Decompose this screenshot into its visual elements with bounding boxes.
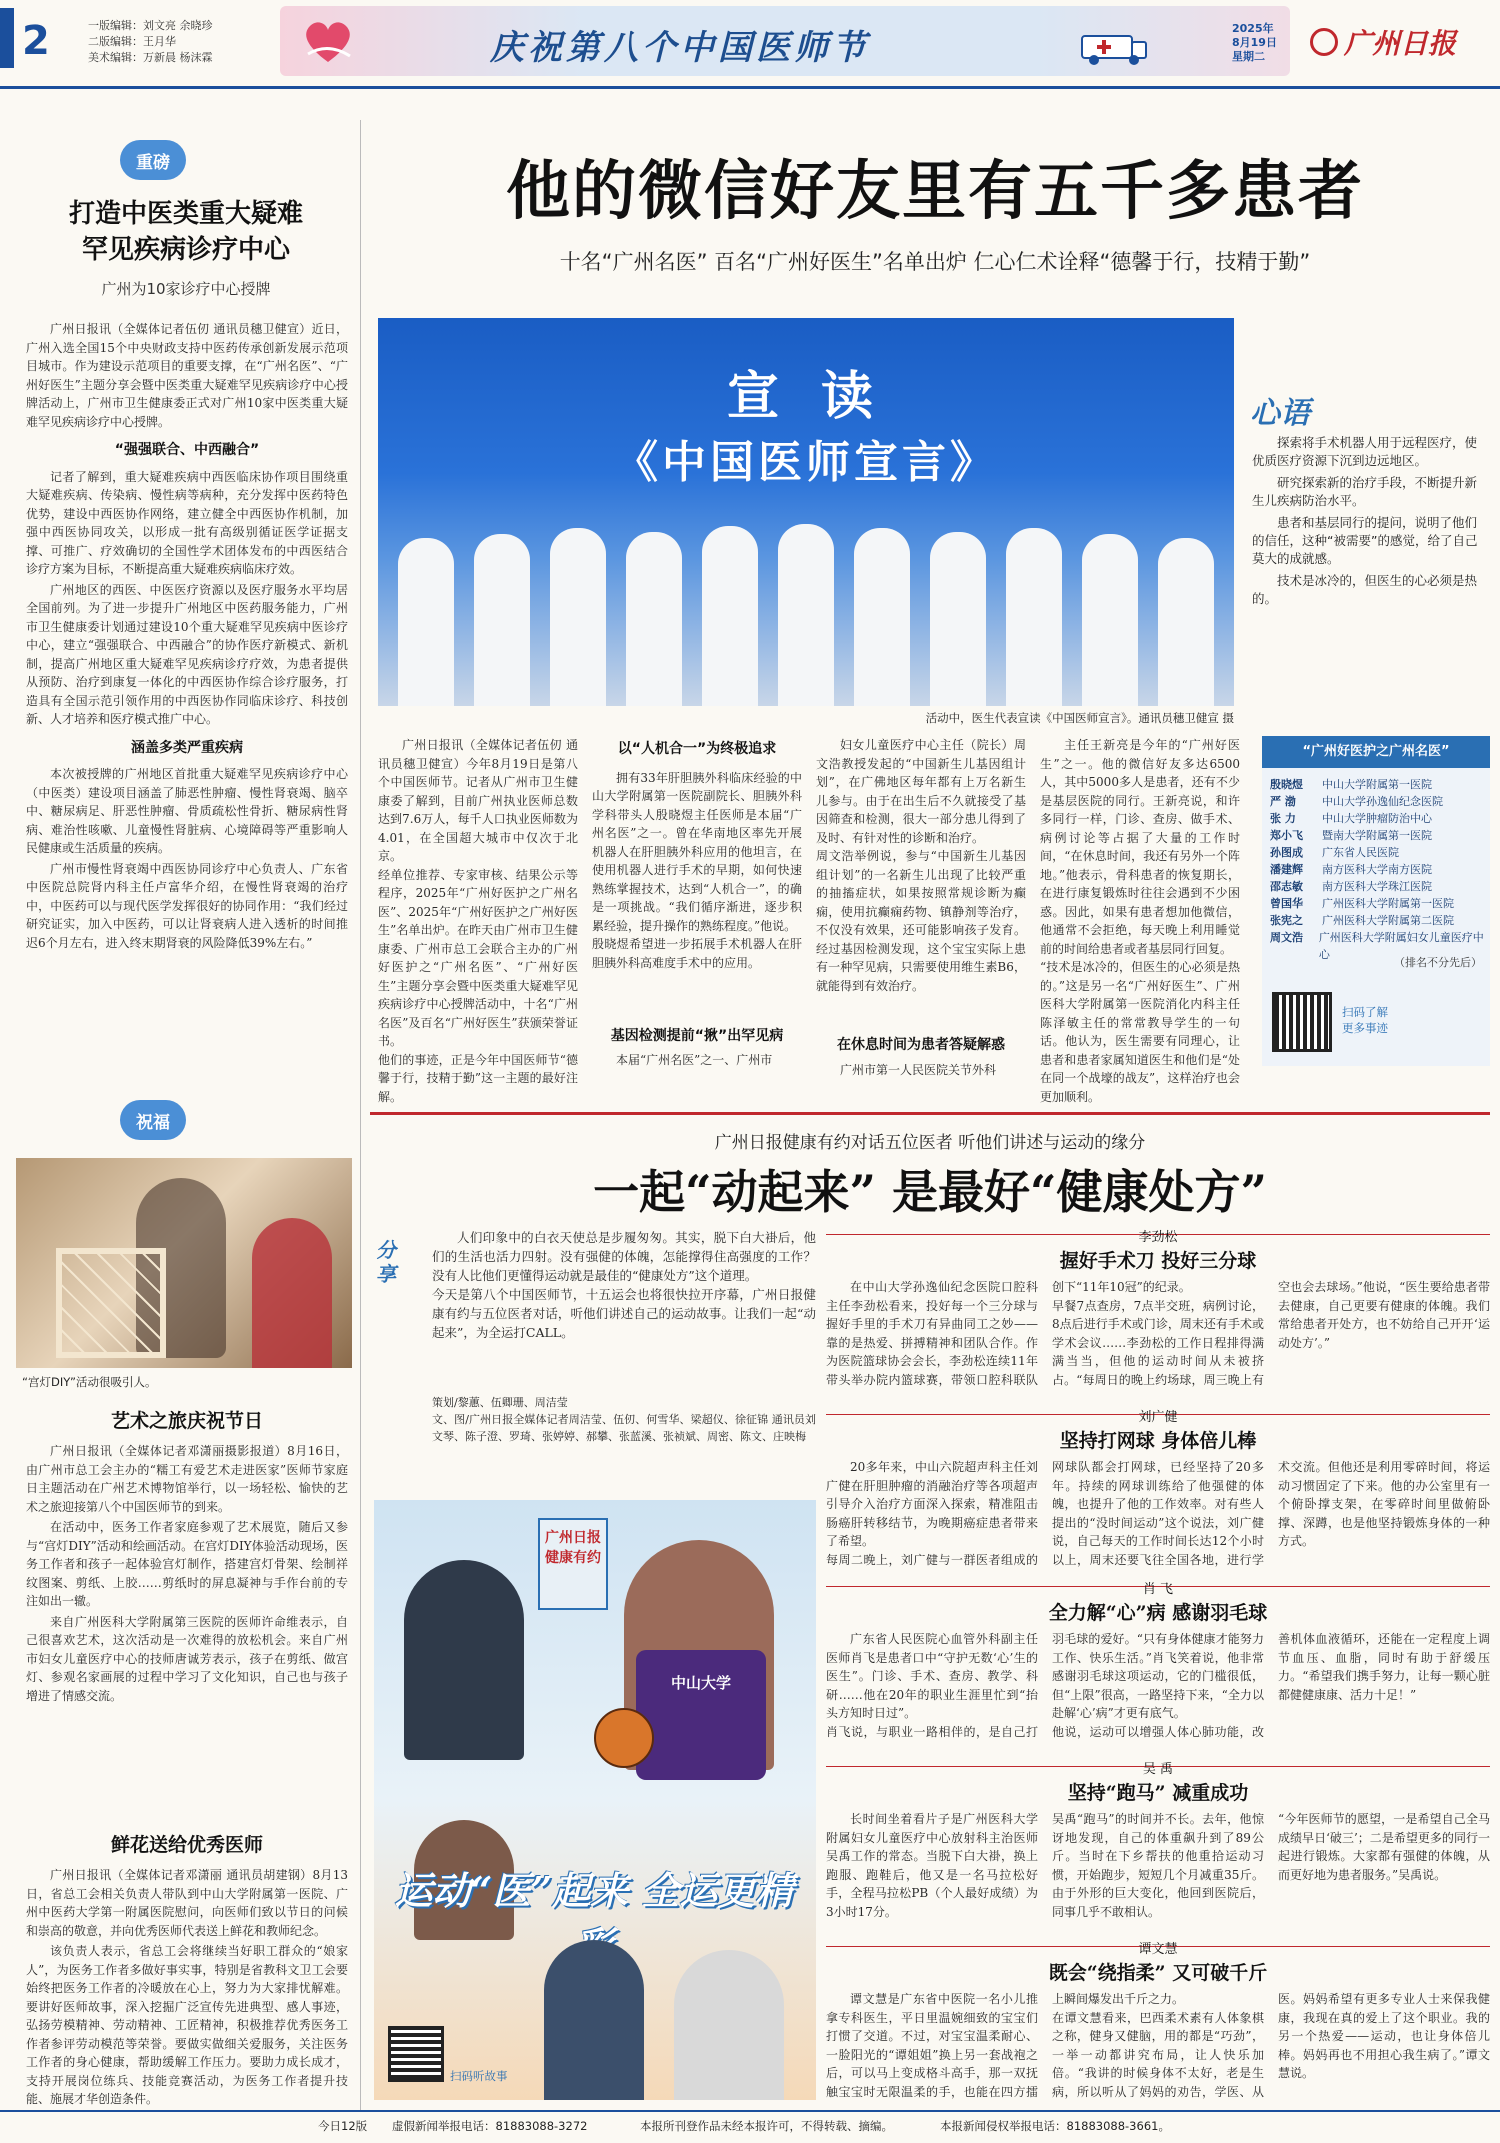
story3-para: 广州日报讯（全媒体记者邓潇丽 通讯员胡建钢）8月13日，省总工会相关负责人带队到中山大学附属第一医院、广州中医药大学第一附属医院慰问，向医师们致以节日的问候和崇高的敬意，并向优秀医师代表送上鲜花和教师纪念。 bbox=[26, 1868, 348, 1938]
sport-intro-text: 人们印象中的白衣天使总是步履匆匆。其实，脱下白大褂后，他们的生活也活力四射。没有强健的体魄，怎能撑得住高强度的工作？没有人比他们更懂得运动就是最佳的“健康处方”这个道理。 今天是第八个中国医师节，十五运会也将很快拉开序幕，广州日报健康有约与五位医者对话，听他们讲述自己的运动故事。让我们一起“动起来”，为全运打CALL。 bbox=[432, 1230, 816, 1340]
doctor-hospital: 广州医科大学附属第一医院 bbox=[1322, 897, 1454, 910]
main-col-2 bbox=[592, 736, 802, 1106]
story1-body bbox=[26, 320, 348, 1112]
poster-badge: 广州日报 健康有约 bbox=[545, 1530, 601, 1566]
basketball bbox=[594, 1708, 654, 1768]
story2-body bbox=[26, 1442, 348, 1822]
story3-para: 该负责人表示，省总工会将继续当好职工群众的“娘家人”，为医务工作者多做好事实事，特别是省教科文卫工会要始终把医务工作者的冷暖放在心上，努力为大家排忧解难。要讲好医师故事，深入挖掘广泛宣传先进典型、感人事迹，弘扬劳模精神、劳动精神、工匠精神，积极推荐优秀医务工作者参评劳动模范等荣誉。要做实做细关爱服务，关注医务工作者的身心健康，帮助缓解工作压力。要助力成长成才，支持开展岗位练兵、技能竞赛活动，为医务工作者提升技能、施展才华创造条件。 bbox=[26, 1944, 348, 2106]
page-number: 2 bbox=[22, 18, 50, 64]
story1-section-a: “强强联合、中西融合” bbox=[114, 442, 260, 458]
main-para: 妇女儿童医疗中心主任（院长）周文浩教授发起的“中国新生儿基因组计划”，在广佛地区每年都有上万名新生儿参与。由于在出生后不久就接受了基因筛查和检测，很大一部分患儿得到了及时、有针对性的诊断和治疗。 周文浩举例说，参与“中国新生儿基因组计划”的一名新生儿出现了比较严重的抽搐症状，如果按照常规诊断为癫痫，使用抗癫痫药物、镇静剂等治疗，不仅没有效果，还可能影响孩子发育。经过基因检测发现，这个宝宝实际上患有一种罕见病，只需要使用维生素B6，就能得到有效治疗。 bbox=[816, 738, 1026, 993]
doctor-figure bbox=[398, 538, 454, 706]
paper-logo bbox=[1310, 22, 1490, 62]
lantern-diy-photo bbox=[16, 1158, 352, 1368]
doctor-hospital: 南方医科大学珠江医院 bbox=[1322, 880, 1432, 893]
xinyu-quote: 技术是冰冷的，但医生的心必须是热的。 bbox=[1252, 573, 1478, 606]
jersey bbox=[636, 1650, 766, 1780]
doctor-name: 殷晓煜 bbox=[1270, 778, 1303, 791]
share-tag: 分享 bbox=[376, 1238, 396, 1286]
sport-intro bbox=[432, 1228, 816, 1388]
story-title: 坚持“跑马” 减重成功 bbox=[1067, 1782, 1249, 1804]
main-col-4 bbox=[1040, 736, 1240, 1106]
photo-caption: “宫灯DIY”活动很吸引人。 bbox=[22, 1375, 157, 1389]
column-separator bbox=[360, 120, 361, 2110]
sport-story bbox=[826, 1578, 1490, 1754]
qr-label: 扫码了解 更多事迹 bbox=[1342, 1005, 1388, 1035]
doctor-hospital: 广州医科大学附属妇女儿童医疗中心 bbox=[1318, 931, 1484, 961]
declaration-photo-caption: 活动中，医生代表宣读《中国医师宣言》。通讯员穗卫健宣 摄 bbox=[925, 711, 1234, 725]
doctor-row bbox=[1270, 776, 1484, 793]
logo-mark-icon bbox=[1310, 28, 1338, 56]
story2-para: 在活动中，医务工作者家庭参观了艺术展览，随后又参与“宫灯DIY”活动和绘画活动。在宫灯DIY体验活动现场，医务工作者和孩子一起体验宫灯制作，搭建宫灯骨架、绘制祥纹图案、剪纸、上胶……剪纸时的屏息凝神与手作台前的专注如出一辙。 bbox=[26, 1520, 348, 1608]
famous-doctors-box bbox=[1262, 736, 1490, 1066]
doctor-name: 郑小飞 bbox=[1270, 829, 1303, 842]
main-para: 广州日报讯（全媒体记者伍仞 通讯员穗卫健宣）今年8月19日是第八个中国医师节。记者从广州市卫生健康委了解到，目前广州执业医师总数达到7.6万人，每千人口执业医师数为4.01，在全国超大城市中仅次于北京。 经单位推荐、专家审核、结果公示等程序，2025年“广州好医护之广州名医”、2025年“广州好医护之广州好医生”名单出炉。在昨天由广州市卫生健康委、广州市总工会联合主办的广州好医护之“广州名医”、“广州好医生”主题分享会暨中医类重大疑难罕见疾病诊疗中心授牌活动中，十名“广州名医”及百名“广州好医生”获颁荣誉证书。 他们的事迹，正是今年中国医师节“德馨于行，技精于勤”这一主题的最好注解。 bbox=[378, 738, 578, 1104]
doctor-figure bbox=[702, 526, 758, 706]
tag-heavy bbox=[120, 140, 186, 184]
doctor-row bbox=[1270, 878, 1484, 895]
footer-hotline: 本报新闻侵权举报电话：81883088-3661。 bbox=[940, 2119, 1170, 2133]
doctor-figure bbox=[1158, 538, 1214, 706]
sport-headline: 一起“动起来” 是最好“健康处方” bbox=[593, 1165, 1267, 1219]
story2-para: 来自广州医科大学附属第三医院的医师许命维表示，自己很喜欢艺术，这次活动是一次难得的放松机会。来自广州市妇女儿童医疗中心的技师唐诚芳表示，孩子在剪纸、做宫灯、参观名家画展的过程中学习了文化知识，自己也与孩子增进了情感交流。 bbox=[26, 1614, 348, 1703]
banner-title: 庆祝第八个中国医师节 bbox=[490, 28, 870, 68]
story-paragraph: 广东省人民医院心血管外科副主任医师肖飞是患者口中“守护无数‘心’生的医生”。门诊、手术、查房、教学、科研……他在20年的职业生涯里忙到“抬头方知时日过”。 肖飞说，与职业一路相伴的，是自己打羽毛球的爱好。“只有身体健康才能努力工作、快乐生活。”肖飞笑着说，他非常感谢羽毛球这项运动，它的门槛很低，但“上限”很高，一路坚持下来，“全力以赴解‘心’病”才更有底气。 他说，运动可以增强人体心肺功能，改善机体血液循环，还能在一定程度上调节血压、血脂，同时有助于舒缓压力。“希望我们携手努力，让每一颗心脏都健健康康、活力十足！” bbox=[826, 1632, 1490, 1739]
doctor-hospital: 南方医科大学南方医院 bbox=[1322, 863, 1432, 876]
sport-story bbox=[826, 1406, 1490, 1574]
doctor-name: 潘建辉 bbox=[1270, 863, 1303, 876]
sport-credits bbox=[432, 1394, 816, 1494]
date-day: 8月19日 bbox=[1232, 36, 1277, 49]
editor-credits bbox=[88, 18, 213, 66]
xinyu-quote: 探索将手术机器人用于远程医疗，使优质医疗资源下沉到边远地区。 bbox=[1252, 435, 1478, 468]
masthead-rule bbox=[0, 86, 1500, 89]
doctor-name: 张 力 bbox=[1270, 812, 1296, 825]
list-title: “广州好医护之广州名医” bbox=[1262, 736, 1490, 768]
main-para: 本届“广州名医”之一、广州市 bbox=[616, 1053, 773, 1067]
poster-qr[interactable] bbox=[388, 2026, 444, 2082]
editor-line: 二版编辑：王月华 bbox=[88, 35, 176, 48]
story-paragraph: 在中山大学孙逸仙纪念医院口腔科主任李劲松看来，投好每一个三分球与握好手里的手术刀有异曲同工之妙——靠的是热爱、拼搏精神和团队合作。作为医院篮球协会会长，李劲松连续11年带头举办院内篮球赛，带领口腔科联队创下“11年10冠”的纪录。 早餐7点查房，7点半交班，病例讨论，8点后进行手术或门诊，周末还有手术或学术会议……李劲松的工作日程排得满满当当，但他的运动时间从未被挤占。“每周日的晚上约场球，周三晚上有空也会去球场。”他说，“医生要给患者带去健康，自己更要有健康的体魄。我们常给患者开处方，也不妨给自己开开‘运动处方’。” bbox=[826, 1280, 1490, 1387]
main-para: 主任王新亮是今年的“广州好医生”之一。他的微信好友多达6500人，其中5000多人是患者，还有不少是基层医院的同行。王新亮说，和许多同行一样，门诊、查房、做手术、病例讨论等占据了大量的工作时间，“在休息时间，我还有另外一个阵地。”他表示，骨科患者的恢复期长，在进行康复锻炼时往往会遇到不少困惑。因此，如果有患者想加他微信，他通常不会拒绝，每天晚上利用睡觉前的时间给患者或者基层同行回复。 “技术是冰冷的，但医生的心必须是热的。”这是另一名“广州好医生”、广州医科大学附属第一医院消化内科主任陈泽敏主任的常常教导学生的一句话。他认为，医生需要有同理心，让患者和患者家属知道医生和他们是“处在同一个战壕的战友”，这样治疗也会更加顺利。 bbox=[1040, 738, 1240, 1104]
story-text bbox=[826, 1630, 1490, 1752]
list-note: （排名不分先后） bbox=[1394, 956, 1482, 969]
doctor-figure bbox=[1006, 528, 1062, 706]
main-col-3 bbox=[816, 736, 1026, 1106]
story-title: 坚持打网球 身体倍儿棒 bbox=[1059, 1430, 1257, 1452]
story1-para: 记者了解到，重大疑难疾病中西医临床协作项目围绕重大疑难疾病、传染病、慢性病等病种，充分发挥中医药特色优势，建设中西医协作网络，建立健全中西医协作机制，加强中西医协同攻关，以形成一批有高级别循证医学证据支撑、可推广、疗效确切的全国性学术团体发布的中西医结合诊疗方案为目标，不断提高重大疑难疾病临床疗效。 bbox=[26, 469, 348, 576]
screen-text-2: 《中国医师宣言》 bbox=[614, 437, 998, 488]
story-text bbox=[826, 1990, 1490, 2104]
sport-poster bbox=[374, 1500, 816, 2100]
ambulance-icon bbox=[1080, 30, 1150, 66]
masthead bbox=[0, 0, 1500, 84]
doctor-name: 邵志敏 bbox=[1270, 880, 1303, 893]
main-section: 基因检测提前“揪”出罕见病 bbox=[610, 1027, 784, 1044]
story1-subhead: 广州为10家诊疗中心授牌 bbox=[101, 280, 271, 298]
doctor-list bbox=[1270, 776, 1484, 963]
weekday: 星期二 bbox=[1232, 50, 1265, 63]
footer-hotline: 虚假新闻举报电话：81883088-3272 bbox=[392, 2119, 588, 2133]
story1-para: 广州地区的西医、中医医疗资源以及医疗服务水平均居全国前列。为了进一步提升广州地区中医药服务能力，广州市卫生健康委计划通过建设10个重大疑难罕见疾病中医诊疗中心，建立“强强联合、中西融合”的协作医疗新模式、新机制，提高广州地区重大疑难罕见疾病诊疗疗效，为患者提供从预防、治疗到康复一体化的中西医协作综合诊疗服务，打造具有全国示范引领作用的中西医协作同临床诊疗、科技创新、人才培养和医疗模式推广中心。 bbox=[26, 582, 348, 726]
doctor-name: 严 渤 bbox=[1270, 795, 1296, 808]
story1-para: 广州市慢性肾衰竭中西医协同诊疗中心负责人、广东省中医院总院肾内科主任卢富华介绍，在慢性肾衰竭的治疗中，中医药可以与现代医学发挥很好的协同作用：“我们经过研究证实，加入中医药，可以让肾衰病人进入透析的时间推迟6个月左右，进入终末期肾衰的风险降低39%左右。” bbox=[26, 861, 348, 950]
doctor-hospital: 暨南大学附属第一医院 bbox=[1322, 829, 1432, 842]
story-title: 握好手术刀 投好三分球 bbox=[1059, 1250, 1257, 1272]
declaration-photo bbox=[378, 318, 1234, 706]
doctors-row bbox=[378, 498, 1234, 706]
lantern-frame bbox=[56, 1248, 166, 1358]
sport-story bbox=[826, 1226, 1490, 1402]
xinyu-quote: 研究探索新的治疗手段，不断提升新生儿疾病防治水平。 bbox=[1252, 475, 1478, 508]
footer bbox=[0, 2116, 1500, 2140]
jersey-text: 中山大学 bbox=[670, 1674, 731, 1692]
story-paragraph: 长时间坐着看片子是广州医科大学附属妇女儿童医疗中心放射科主治医师吴禹工作的常态。当脱下白大褂，换上跑服、跑鞋后，他又是一名马拉松好手，全程马拉松PB（个人最好成绩）为3小时17分。 吴禹“跑马”的时间并不长。去年，他惊讶地发现，自己的体重飙升到了89公斤。当时在下乡帮扶的他重拾运动习惯，开始跑步，短短几个月减重35斤。由于外形的巨大变化，他回到医院后，同事几乎不敢相认。 “今年医师节的愿望，一是希望自己全马成绩早日‘破三’；二是希望更多的同行一起进行锻炼。大家都有强健的体魄，从而更好地为患者服务。”吴禹说。 bbox=[826, 1812, 1490, 1919]
main-para: 广州市第一人民医院关节外科 bbox=[840, 1062, 997, 1077]
doctor-figure bbox=[474, 534, 530, 706]
poster-qr-label: 扫码听故事 bbox=[450, 2069, 508, 2083]
sport-story bbox=[826, 1758, 1490, 1934]
main-section: 以“人机合一”为终极追求 bbox=[617, 741, 777, 757]
main-col-1 bbox=[378, 736, 578, 1104]
doctor-row bbox=[1270, 861, 1484, 878]
main-section: 在休息时间为患者答疑解惑 bbox=[837, 1037, 1005, 1053]
doctor-hospital: 中山大学孙逸仙纪念医院 bbox=[1322, 795, 1443, 808]
sport-kicker: 广州日报健康有约对话五位医者 听他们讲述与运动的缘分 bbox=[714, 1133, 1146, 1153]
page-corner-bar bbox=[0, 8, 14, 68]
doctor-row bbox=[1270, 844, 1484, 861]
xinyu-quote: 患者和基层同行的提问，说明了他们的信任，这种“被需要”的感觉，给了自己莫大的成就感。 bbox=[1252, 515, 1478, 566]
doctor-figure bbox=[550, 528, 606, 706]
sport-stories bbox=[826, 1226, 1490, 2106]
doctor-name: 刘广健 bbox=[1138, 1410, 1178, 1425]
doctor-portrait-4 bbox=[544, 1940, 644, 2100]
story2-para: 广州日报讯（全媒体记者邓潇丽摄影报道）8月16日，由广州市总工会主办的“糯工有爱艺术走进医家”医师节家庭日主题活动在广州艺术博物馆举行，以一场轻松、愉快的艺术之旅迎接第八个中国医师节的到来。 bbox=[26, 1444, 348, 1514]
story-text bbox=[826, 1278, 1490, 1398]
doctor-row bbox=[1270, 827, 1484, 844]
doctor-hospital: 中山大学附属第一医院 bbox=[1322, 778, 1432, 791]
doctor-hospital: 广东省人民医院 bbox=[1322, 846, 1399, 859]
paper-name: 广州日报 bbox=[1344, 27, 1457, 60]
poster-slogan: 运动“医”起来 全运更精 bbox=[394, 1868, 794, 1913]
sport-credits-text: 策划/黎蕙、伍卿珊、周洁莹 文、图/广州日报全媒体记者周洁莹、伍仞、何雪华、梁超仪、徐征锦 通讯员刘文琴、陈子澄、罗琦、张婷婷、郝攀、张蓝溪、张祯斌、周密、陈文、庄映梅 bbox=[432, 1396, 816, 1443]
story1-para: 本次被授牌的广州地区首批重大疑难罕见疾病诊疗中心（中医类）建设项目涵盖了肺恶性肿瘤、慢性肾衰竭、脑卒中、糖尿病足、肝恶性肿瘤、骨质疏松性骨折、糖尿病性肾病、难治性咳嗽、儿童慢性肾脏病、心境障碍等严重影响人民健康或生活质量的疾病。 bbox=[26, 767, 348, 855]
tag-blessing bbox=[120, 1100, 186, 1140]
qr-code[interactable] bbox=[1272, 992, 1332, 1052]
sport-story bbox=[826, 1938, 1490, 2106]
story-paragraph: 20多年来，中山六院超声科主任刘广健在肝胆肿瘤的消融治疗等各项超声引导介入治疗方面深入探索，精准阻击肠癌肝转移结节，为晚期癌症患者带来了希望。 每周二晚上，刘广健与一群医者组成的网球队都会打网球，已经坚持了20多年。持续的网球训练给了他强健的体魄，也提升了他的工作效率。对有些人提出的“没时间运动”这个说法，刘广健说，自己每天的工作时间长达12个小时以上，周末还要飞往全国各地，进行学术交流。但他还是利用零碎时间，将运动习惯固定了下来。他的办公室里有一个俯卧撑支架，在零碎时间里做俯卧撑、深蹲，也是他坚持锻炼身体的一种方式。 bbox=[826, 1460, 1490, 1567]
doctor-name: 谭文慧 bbox=[1138, 1942, 1178, 1957]
doctor-name: 张宪之 bbox=[1270, 914, 1303, 927]
story-text bbox=[826, 1810, 1490, 1932]
story2-headline: 艺术之旅庆祝节日 bbox=[110, 1410, 263, 1432]
doctor-figure bbox=[778, 524, 834, 706]
editor-line: 一版编辑：刘文亮 余晓珍 bbox=[88, 19, 213, 32]
person-red-shirt bbox=[252, 1218, 332, 1368]
xinyu-quotes bbox=[1252, 434, 1488, 608]
doctor-figure bbox=[626, 532, 682, 706]
heart-ribbon-graphic bbox=[300, 16, 356, 66]
story3-headline: 鲜花送给优秀医师 bbox=[110, 1834, 263, 1856]
doctor-row bbox=[1270, 912, 1484, 929]
doctor-hospital: 中山大学肿瘤防治中心 bbox=[1322, 812, 1432, 825]
doctor-name: 曾国华 bbox=[1270, 897, 1303, 910]
story-text bbox=[826, 1458, 1490, 1572]
story-title: 全力解“心”病 感谢羽毛球 bbox=[1048, 1602, 1268, 1624]
main-deck: 十名“广州名医” 百名“广州好医生”名单出炉 仁心仁术诠释“德馨于行，技精于勤” bbox=[559, 250, 1311, 274]
doctor-hospital: 广州医科大学附属第二医院 bbox=[1322, 914, 1454, 927]
doctor-row bbox=[1270, 895, 1484, 912]
doctor-portrait-1 bbox=[404, 1560, 524, 1760]
main-para: 拥有33年肝胆胰外科临床经验的中山大学附属第一医院副院长、胆胰外科学科带头人殷晓煜主任医师是本届“广州名医”之一。曾在华南地区率先开展机器人在肝胆胰外科应用的他坦言，在使用机器人进行手术的早期，如何快速熟练掌握技术，达到“人机合一”，的确是一项挑战。“我们循序渐进，逐步积累经验，提升操作的熟练程度。”他说。 殷晓煜希望进一步拓展手术机器人在肝胆胰外科高难度手术中的应用。 bbox=[592, 770, 802, 970]
story-paragraph: 谭文慧是广东省中医院一名小儿推拿专科医生，平日里温婉细致的宝宝们打惯了交道。不过，对宝宝温柔耐心、一脸阳光的“谭姐姐”换上另一套战袍之后，可以马上变成格斗高手，那一双抚触宝宝时无限温柔的手，也能在四方擂上瞬间爆发出千斤之力。 在谭文慧看来，巴西柔术素有人体象棋之称，健身又健脑，用的都是“巧劲”，一举一动都讲究布局，让人快乐加倍。“我讲的时候身体不太好，老是生病，所以听从了妈妈的劝告，学医、从医。妈妈希望有更多专业人士来保我健康，我现在真的爱上了这个职业。我的另一个热爱——运动，也让身体倍儿棒。妈妈再也不用担心我生病了。”谭文慧说。 bbox=[826, 1992, 1490, 2099]
doctor-name: 周文浩 bbox=[1270, 931, 1303, 944]
section-rule bbox=[370, 1112, 1490, 1115]
footer-pages: 今日12版 bbox=[318, 2119, 368, 2133]
story1-lead: 广州日报讯（全媒体记者伍仞 通讯员穗卫健宣）近日，广州入选全国15个中央财政支持中医药传承创新发展示范项目城市。作为建设示范项目的重要支撑，在“广州名医”、“广州好医生”主题分享会暨中医类重大疑难罕见疾病诊疗中心授牌活动上，广州市卫生健康委正式对广州10家中医类重大疑难罕见疾病诊疗中心授牌。 bbox=[26, 322, 348, 429]
main-headline: 他的微信好友里有五千多患者 bbox=[506, 154, 1364, 229]
doctor-name: 肖 飞 bbox=[1142, 1582, 1174, 1597]
doctor-figure bbox=[854, 528, 910, 706]
doctor-name: 孙图成 bbox=[1270, 846, 1303, 859]
doctor-row bbox=[1270, 810, 1484, 827]
editor-line: 美术编辑：万新晨 杨沫霖 bbox=[88, 51, 213, 64]
doctor-row bbox=[1270, 793, 1484, 810]
xinyu-box bbox=[1242, 388, 1490, 706]
screen-text-1: 宣 读 bbox=[726, 366, 886, 427]
tag-label: 祝福 bbox=[136, 1113, 170, 1133]
story-title: 既会“绕指柔” 又可破千斤 bbox=[1048, 1962, 1268, 1984]
doctor-portrait-5 bbox=[674, 1950, 784, 2100]
footer-copyright: 本报所刊登作品未经本报许可，不得转载、摘编。 bbox=[640, 2119, 893, 2133]
doctor-name: 吴 禹 bbox=[1142, 1762, 1174, 1777]
footer-rule bbox=[0, 2110, 1500, 2112]
xinyu-title: 心语 bbox=[1250, 396, 1310, 431]
doctor-figure bbox=[1082, 534, 1138, 706]
date-year: 2025年 bbox=[1232, 22, 1274, 35]
tag-label: 重磅 bbox=[136, 153, 170, 173]
doctor-name: 李劲松 bbox=[1138, 1230, 1178, 1245]
date-block bbox=[1232, 22, 1277, 64]
story1-section-b: 涵盖多类严重疾病 bbox=[131, 739, 243, 756]
story3-body bbox=[26, 1866, 348, 2104]
doctor-figure bbox=[930, 532, 986, 706]
story1-headline: 打造中医类重大疑难 罕见疾病诊疗中心 bbox=[68, 199, 303, 265]
